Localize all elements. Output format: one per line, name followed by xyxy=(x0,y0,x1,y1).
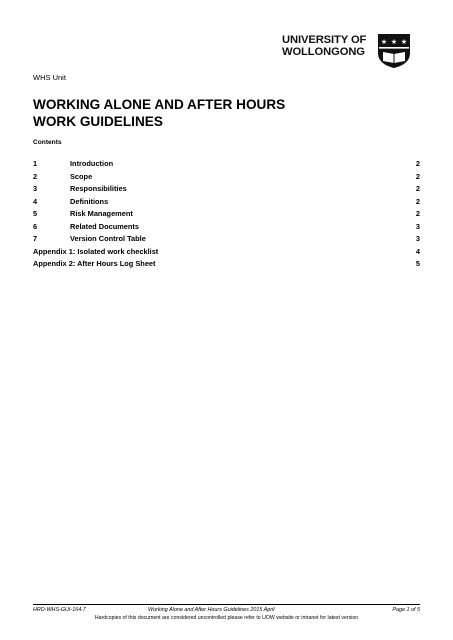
toc-number: 5 xyxy=(33,209,38,218)
contents-heading: Contents xyxy=(33,139,62,146)
toc-title: Appendix 2: After Hours Log Sheet xyxy=(33,259,156,268)
toc-title: Risk Management xyxy=(70,209,133,218)
toc-number: 3 xyxy=(33,184,38,193)
toc-number: 7 xyxy=(33,234,38,243)
document-title xyxy=(33,96,285,130)
toc-number: 4 xyxy=(33,196,38,206)
toc-page: 5 xyxy=(415,259,420,268)
title-line-1: WORKING ALONE AND AFTER HOURS xyxy=(33,97,286,112)
toc-entry[interactable] xyxy=(33,208,420,221)
footer-disclaimer: Hardcopies of this document are considered uncontrolled please refer to UOW website or intranet for latest version xyxy=(94,615,359,621)
toc-entry-appendix[interactable] xyxy=(33,258,420,271)
footer-divider xyxy=(33,604,420,605)
toc-title: Related Documents xyxy=(70,221,139,231)
crest-icon xyxy=(377,33,411,69)
footer-doc-id: HRD-WHS-GUI-164.7 xyxy=(33,607,86,613)
table-of-contents xyxy=(33,158,420,271)
unit-label: WHS Unit xyxy=(33,73,66,82)
toc-entry[interactable] xyxy=(33,183,420,196)
toc-title: Responsibilities xyxy=(70,184,127,193)
toc-page: 2 xyxy=(415,196,420,206)
toc-page: 3 xyxy=(415,221,420,231)
title-line-2: WORK GUIDELINES xyxy=(33,114,163,129)
toc-entry-appendix[interactable] xyxy=(33,246,420,259)
svg-text:★: ★ xyxy=(400,38,408,46)
toc-number: 2 xyxy=(33,171,38,181)
toc-number: 1 xyxy=(33,159,38,168)
svg-text:★: ★ xyxy=(380,38,388,46)
footer-doc-name: Working Alone and After Hours Guidelines 2015 April xyxy=(148,607,275,613)
toc-entry[interactable] xyxy=(33,171,420,184)
svg-text:★: ★ xyxy=(390,38,398,46)
toc-page: 4 xyxy=(415,246,420,256)
toc-title: Version Control Table xyxy=(70,234,146,243)
toc-page: 2 xyxy=(415,171,420,181)
toc-entry[interactable] xyxy=(33,158,420,171)
logo-wordmark xyxy=(282,34,374,58)
toc-title: Scope xyxy=(70,171,93,181)
toc-number: 6 xyxy=(33,221,38,231)
toc-entry[interactable] xyxy=(33,233,420,246)
toc-title: Definitions xyxy=(70,196,109,206)
toc-title: Appendix 1: Isolated work checklist xyxy=(33,246,159,256)
toc-entry[interactable] xyxy=(33,196,420,209)
toc-page: 3 xyxy=(415,234,420,243)
footer-page-number: Page 1 of 5 xyxy=(392,607,420,613)
logo-line-1: UNIVERSITY OF xyxy=(282,34,367,46)
toc-page: 2 xyxy=(415,209,420,218)
toc-entry[interactable] xyxy=(33,221,420,234)
toc-page: 2 xyxy=(415,184,420,193)
toc-title: Introduction xyxy=(70,159,114,168)
toc-page: 2 xyxy=(415,159,420,168)
university-logo xyxy=(282,33,422,69)
logo-line-2: WOLLONGONG xyxy=(282,46,365,58)
